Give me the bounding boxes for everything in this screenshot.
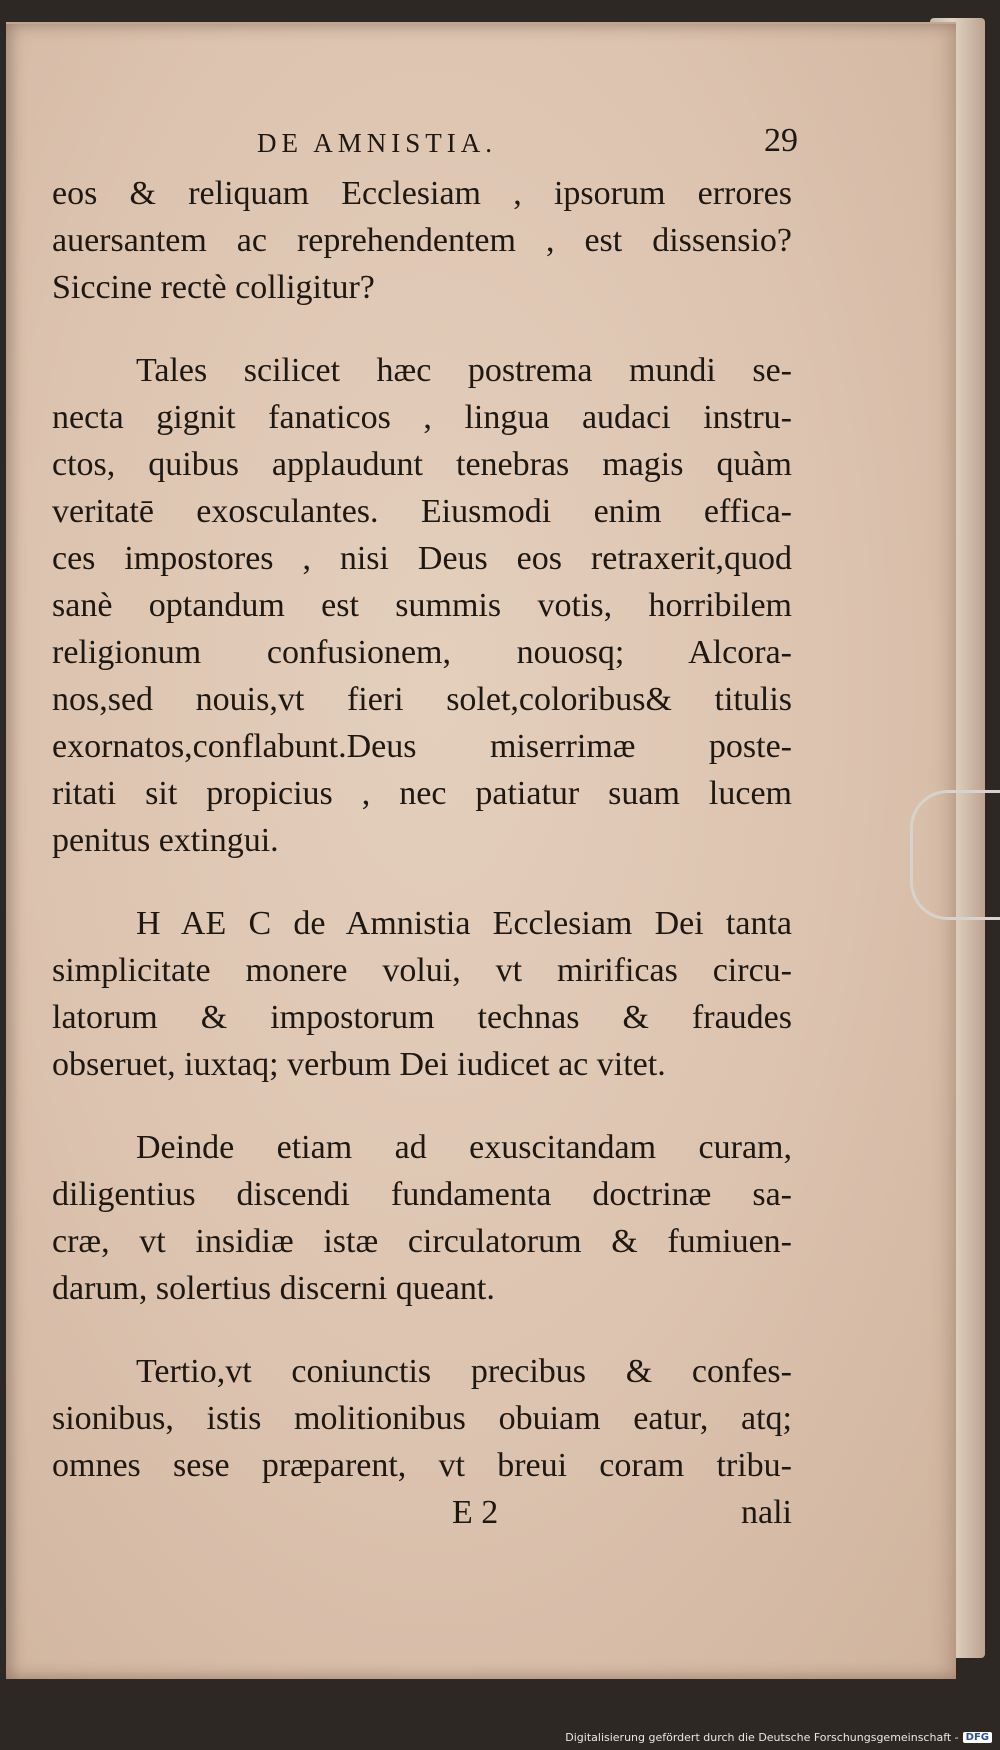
dfg-logo: DFG	[963, 1732, 992, 1743]
text-line: H AE C de Amnistia Ecclesiam Dei tanta	[136, 905, 792, 942]
text-line: nos,sed nouis,vt fieri solet,coloribus& titulis	[52, 681, 792, 718]
text-line: ritati sit propicius , nec patiatur suam lucem	[52, 775, 792, 812]
text-line: Siccine rectè colligitur?	[52, 269, 375, 306]
text-line: necta gignit fanaticos , lingua audaci instru-	[52, 399, 792, 436]
text-line: diligentius discendi fundamenta doctrinæ sa-	[52, 1176, 792, 1213]
text-line: penitus extingui.	[52, 822, 279, 859]
text-line: ctos, quibus applaudunt tenebras magis quàm	[52, 446, 792, 483]
digitization-credit	[565, 1731, 992, 1744]
text-line: Tertio,vt coniunctis precibus & confes-	[136, 1353, 792, 1390]
text-line: sionibus, istis molitionibus obuiam eatur, atq;	[52, 1400, 792, 1437]
text-line: religionum confusionem, nouosq; Alcora-	[52, 634, 792, 671]
text-line: cræ, vt insidiæ istæ circulatorum & fumiuen-	[52, 1223, 792, 1260]
catchline	[52, 1489, 792, 1536]
text-line: eos & reliquam Ecclesiam , ipsorum errores	[52, 175, 792, 212]
paragraph-1	[52, 170, 792, 311]
text-line: omnes sese præparent, vt breui coram tribu-	[52, 1447, 792, 1484]
text-line: latorum & impostorum technas & fraudes	[52, 999, 792, 1036]
paragraph-2	[52, 347, 792, 864]
running-title: DE AMNISTIA.	[257, 128, 497, 158]
text-line: simplicitate monere volui, vt mirificas circu-	[52, 952, 792, 989]
text-block	[52, 122, 798, 1536]
running-head	[52, 122, 798, 170]
text-line: auersantem ac reprehendentem , est dissensio?	[52, 222, 792, 259]
paragraph-4	[52, 1124, 792, 1312]
text-line: Tales scilicet hæc postrema mundi se-	[136, 352, 792, 389]
text-line: ces impostores , nisi Deus eos retraxerit,quod	[52, 540, 792, 577]
text-line: veritatē exosculantes. Eiusmodi enim effica-	[52, 493, 792, 530]
text-line: exornatos,conflabunt.Deus miserrimæ poste-	[52, 728, 792, 765]
paragraph-3	[52, 900, 792, 1088]
text-line: darum, solertius discerni queant.	[52, 1270, 495, 1307]
page-number: 29	[764, 122, 798, 159]
text-line: obseruet, iuxtaq; verbum Dei iudicet ac vitet.	[52, 1046, 666, 1083]
catchword: nali	[741, 1494, 792, 1531]
credit-text: Digitalisierung gefördert durch die Deutsche Forschungsgemeinschaft -	[565, 1731, 959, 1744]
signature-mark: E 2	[452, 1494, 499, 1531]
paper-clip	[910, 790, 1000, 920]
paragraph-5	[52, 1348, 792, 1489]
text-line: sanè optandum est summis votis, horribilem	[52, 587, 792, 624]
text-line: Deinde etiam ad exuscitandam curam,	[136, 1129, 792, 1166]
